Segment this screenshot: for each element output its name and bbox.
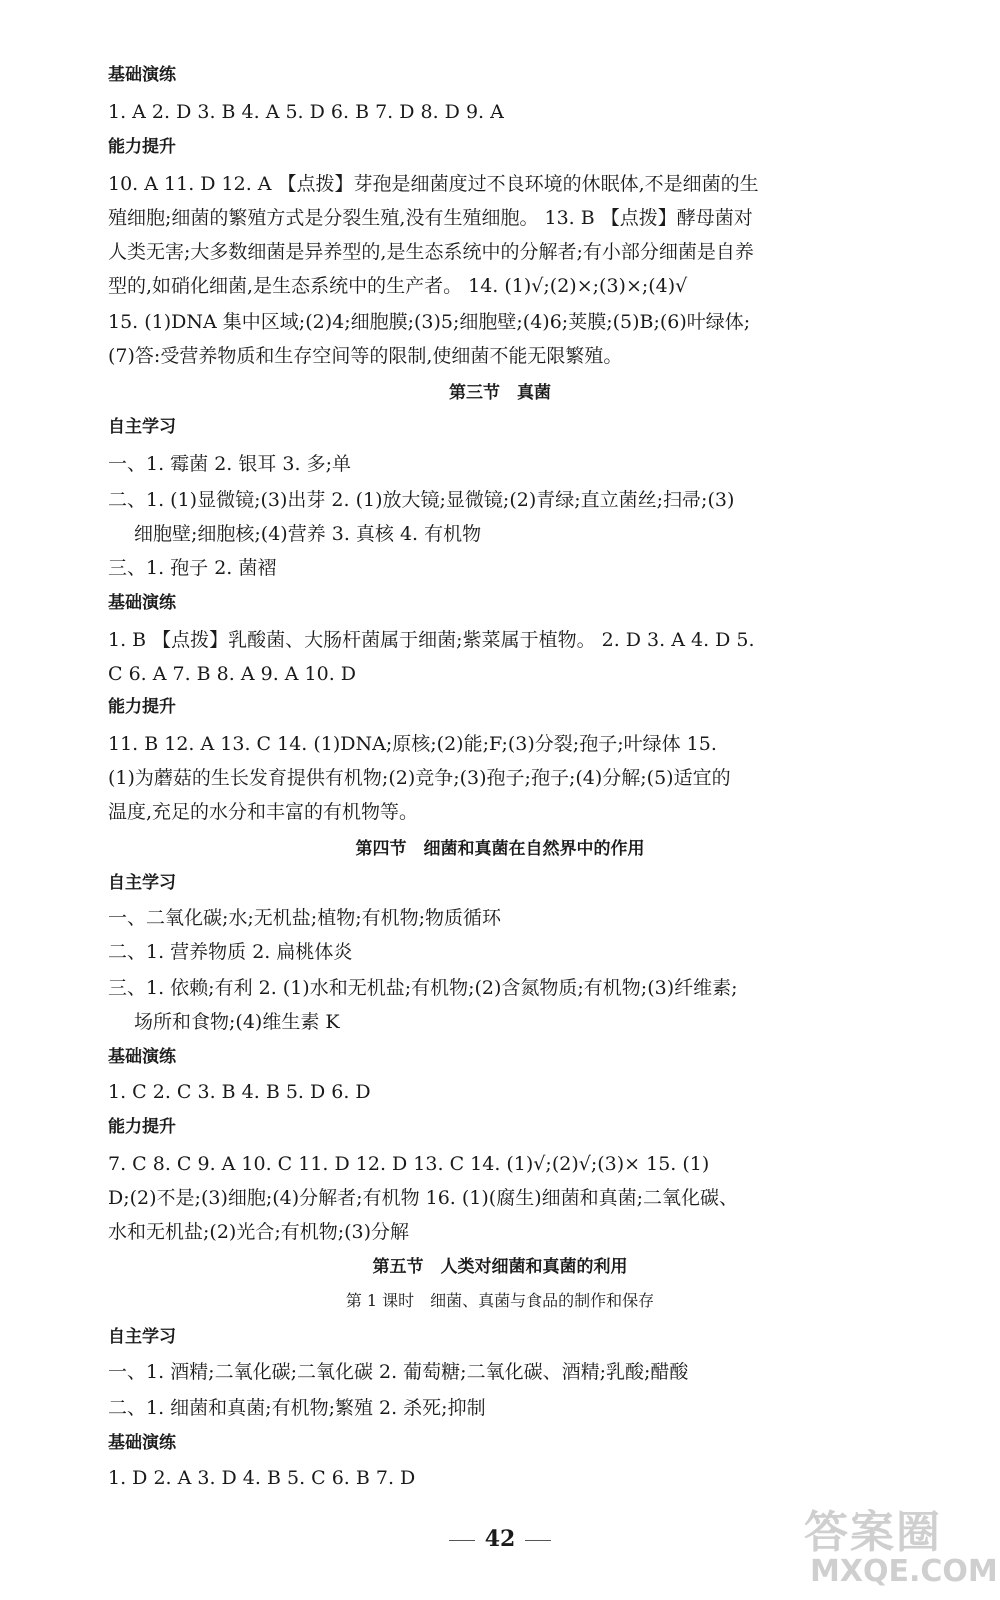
chapter-title: 第五节 人类对细菌和真菌的利用 [372,1257,628,1277]
watermark-domain-text: MXQE.COM [810,1554,998,1589]
section-heading-jichu: 基础演练 [108,1047,176,1067]
answer-line: 一、二氧化碳;水;无机盐;植物;有机物;物质循环 [108,907,502,929]
answer-line: (1)为蘑菇的生长发育提供有机物;(2)竞争;(3)孢子;孢子;(4)分解;(5)适宜的 [108,767,731,789]
chapter-title: 第三节 真菌 [449,383,551,403]
section-heading-zizhu: 自主学习 [108,417,176,437]
answer-line: 1. A 2. D 3. B 4. A 5. D 6. B 7. D 8. D 9. A [108,101,504,123]
section-heading-jichu: 基础演练 [108,593,176,613]
answer-line: 10. A 11. D 12. A 【点拨】芽孢是细菌度过不良环境的休眠体,不是细菌的生 [108,173,759,195]
section-heading-jichu: 基础演练 [108,65,176,85]
chapter-title: 第四节 细菌和真菌在自然界中的作用 [355,839,645,859]
answer-line: 场所和食物;(4)维生素 K [134,1011,340,1033]
page-number-dash [525,1540,551,1541]
answer-line: 人类无害;大多数细菌是异养型的,是生态系统中的分解者;有小部分细菌是自养 [108,241,754,263]
answer-line: 水和无机盐;(2)光合;有机物;(3)分解 [108,1221,410,1243]
section-heading-nengli: 能力提升 [108,137,176,157]
answer-line: 二、1. 营养物质 2. 扁桃体炎 [108,941,353,963]
answer-line: 1. B 【点拨】乳酸菌、大肠杆菌属于细菌;紫菜属于植物。 2. D 3. A 4. D 5. [108,629,755,651]
section-heading-nengli: 能力提升 [108,1117,176,1137]
site-watermark [790,1496,998,1596]
lesson-subtitle: 第 1 课时 细菌、真菌与食品的制作和保存 [345,1291,655,1310]
answer-line: 型的,如硝化细菌,是生态系统中的生产者。 14. (1)√;(2)×;(3)×;(4)√ [108,275,688,297]
answer-line: 三、1. 依赖;有利 2. (1)水和无机盐;有机物;(2)含氮物质;有机物;(3)纤维素; [108,977,738,999]
answer-line: 细胞壁;细胞核;(4)营养 3. 真核 4. 有机物 [134,523,482,545]
page-number-text: 42 [484,1526,516,1552]
answer-line: 一、1. 酒精;二氧化碳;二氧化碳 2. 葡萄糖;二氧化碳、酒精;乳酸;醋酸 [108,1361,689,1383]
answer-line: 11. B 12. A 13. C 14. (1)DNA;原核;(2)能;F;(3)分裂;孢子;叶绿体 15. [108,733,717,755]
watermark-logo-text: 答案圈 [804,1507,942,1558]
answer-line: 殖细胞;细菌的繁殖方式是分裂生殖,没有生殖细胞。 13. B 【点拨】酵母菌对 [108,207,753,229]
answer-line: 15. (1)DNA 集中区域;(2)4;细胞膜;(3)5;细胞壁;(4)6;荚膜;(5)B;(6)叶绿体; [108,311,751,333]
section-heading-zizhu: 自主学习 [108,873,176,893]
answer-line: (7)答:受营养物质和生存空间等的限制,使细菌不能无限繁殖。 [108,345,623,367]
section-heading-nengli: 能力提升 [108,697,176,717]
answer-line: 一、1. 霉菌 2. 银耳 3. 多;单 [108,453,351,475]
page-number-dash [449,1540,475,1541]
answer-line: 温度,充足的水分和丰富的有机物等。 [108,801,419,823]
answer-line: 1. D 2. A 3. D 4. B 5. C 6. B 7. D [108,1467,416,1489]
section-heading-jichu: 基础演练 [108,1433,176,1453]
answer-line: D;(2)不是;(3)细胞;(4)分解者;有机物 16. (1)(腐生)细菌和真菌;二氧化碳、 [108,1187,739,1209]
answer-line: 二、1. 细菌和真菌;有机物;繁殖 2. 杀死;抑制 [108,1397,486,1419]
answer-line: 三、1. 孢子 2. 菌褶 [108,557,277,579]
answer-line: 1. C 2. C 3. B 4. B 5. D 6. D [108,1081,371,1103]
answer-line: C 6. A 7. B 8. A 9. A 10. D [108,663,357,685]
section-heading-zizhu: 自主学习 [108,1327,176,1347]
answer-line: 7. C 8. C 9. A 10. C 11. D 12. D 13. C 14. (1)√;(2)√;(3)× 15. (1) [108,1153,710,1175]
answer-line: 二、1. (1)显微镜;(3)出芽 2. (1)放大镜;显微镜;(2)青绿;直立菌丝;扫帚;(3) [108,489,735,511]
